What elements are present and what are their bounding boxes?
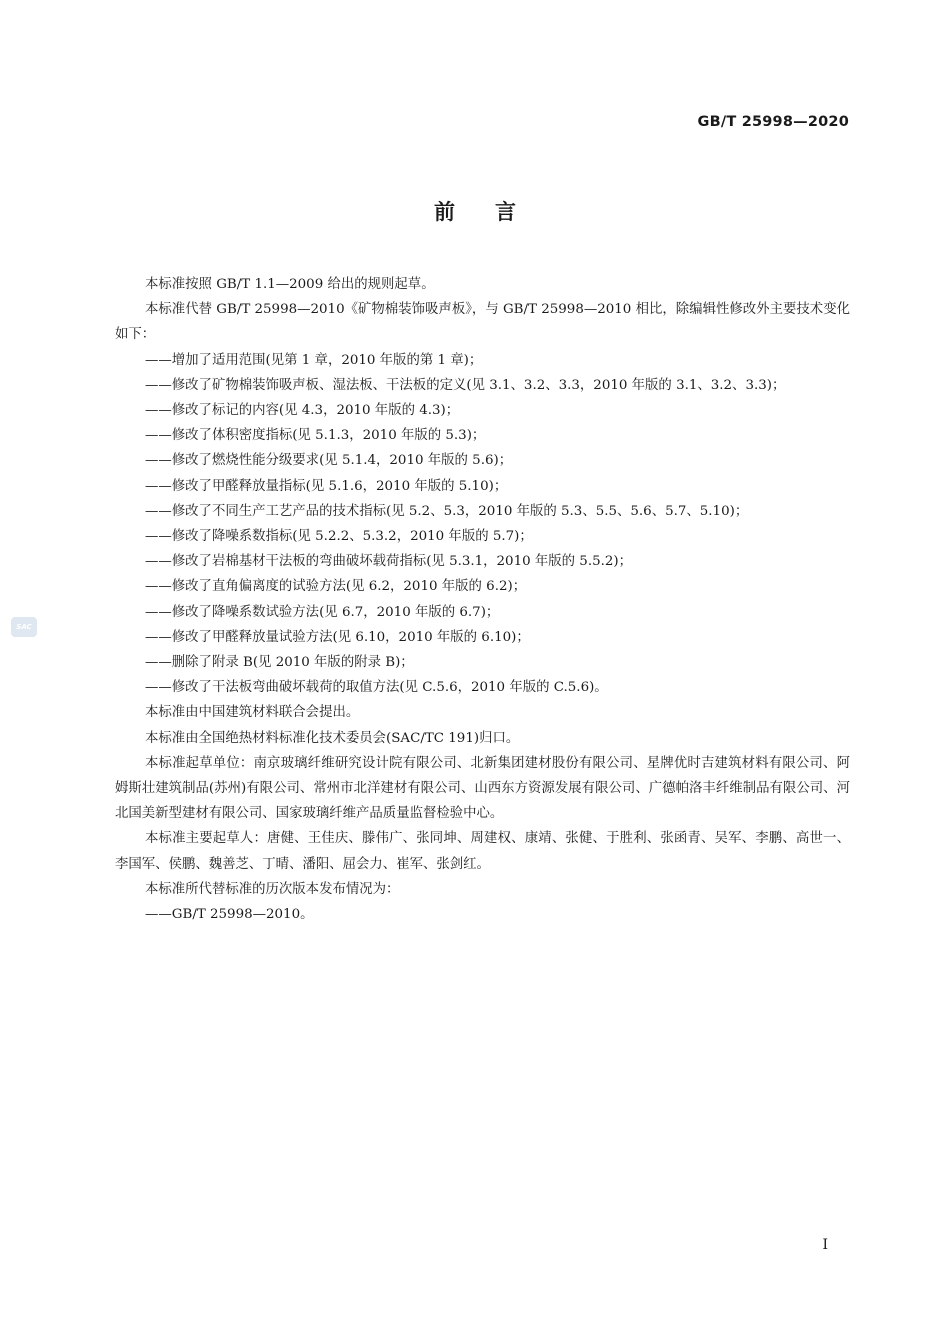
paragraph-history-intro: 本标准所代替标准的历次版本发布情况为： <box>145 881 400 897</box>
list-item: ——修改了降噪系数试验方法(见 6.7，2010 年版的 6.7)； <box>145 604 500 620</box>
list-item: ——修改了不同生产工艺产品的技术指标(见 5.2、5.3，2010 年版的 5.3、5.5、5.6、5.7、5.10)； <box>145 503 749 519</box>
history-item: ——GB/T 25998—2010。 <box>145 907 314 923</box>
list-item: ——修改了甲醛释放量指标(见 5.1.6，2010 年版的 5.10)； <box>145 478 508 494</box>
sac-logo-icon: SAC <box>11 617 37 637</box>
list-item: ——修改了甲醛释放量试验方法(见 6.10，2010 年版的 6.10)； <box>145 629 530 645</box>
list-item: ——修改了干法板弯曲破坏载荷的取值方法(见 C.5.6，2010 年版的 C.5.6)。 <box>145 680 608 696</box>
page-number: I <box>822 1237 828 1253</box>
list-item: ——修改了矿物棉装饰吸声板、湿法板、干法板的定义(见 3.1、3.2、3.3，2010 年版的 3.1、3.2、3.3)； <box>145 377 786 393</box>
list-item: ——修改了标记的内容(见 4.3，2010 年版的 4.3)； <box>145 403 460 419</box>
paragraph-replacement: 本标准代替 GB/T 25998—2010《矿物棉装饰吸声板》，与 GB/T 25998—2010 相比，除编辑性修改外主要技术变化如下： <box>115 302 850 343</box>
list-item: ——修改了直角偏离度的试验方法(见 6.2，2010 年版的 6.2)； <box>145 579 527 595</box>
list-item: ——修改了岩棉基材干法板的弯曲破坏载荷指标(见 5.3.1，2010 年版的 5.5.2)； <box>145 554 632 570</box>
list-item: ——修改了体积密度指标(见 5.1.3，2010 年版的 5.3)； <box>145 428 486 444</box>
standard-code: GB/T 25998—2020 <box>697 114 849 130</box>
paragraph-drafters: 本标准主要起草人：唐健、王佳庆、滕伟广、张同坤、周建权、康靖、张健、于胜利、张函青、吴军、李鹏、高世一、李国军、侯鹏、魏善芝、丁晴、潘阳、屈会力、崔军、张剑红。 <box>115 831 850 872</box>
list-item: ——删除了附录 B(见 2010 年版的附录 B)； <box>145 655 414 671</box>
list-item: ——修改了燃烧性能分级要求(见 5.1.4，2010 年版的 5.6)； <box>145 453 513 469</box>
list-item: ——增加了适用范围(见第 1 章，2010 年版的第 1 章)； <box>145 352 483 368</box>
page-title: 前言 <box>434 200 556 224</box>
list-item: ——修改了降噪系数指标(见 5.2.2、5.3.2，2010 年版的 5.7)； <box>145 529 533 545</box>
changes-list <box>115 348 850 701</box>
paragraph-drafting-units: 本标准起草单位：南京玻璃纤维研究设计院有限公司、北新集团建材股份有限公司、星牌优时吉建筑材料有限公司、阿姆斯壮建筑制品(苏州)有限公司、常州市北洋建材有限公司、山西东方资源发展有限公司、广德帕洛丰纤维制品有限公司、河北国美新型建材有限公司、国家玻璃纤维产品质量监督检验中心。 <box>115 755 850 822</box>
foreword-body <box>115 272 850 927</box>
paragraph-drafting-rules: 本标准按照 GB/T 1.1—2009 给出的规则起草。 <box>145 277 435 292</box>
paragraph-proposer: 本标准由中国建筑材料联合会提出。 <box>145 705 360 721</box>
paragraph-committee: 本标准由全国绝热材料标准化技术委员会(SAC/TC 191)归口。 <box>145 730 520 746</box>
